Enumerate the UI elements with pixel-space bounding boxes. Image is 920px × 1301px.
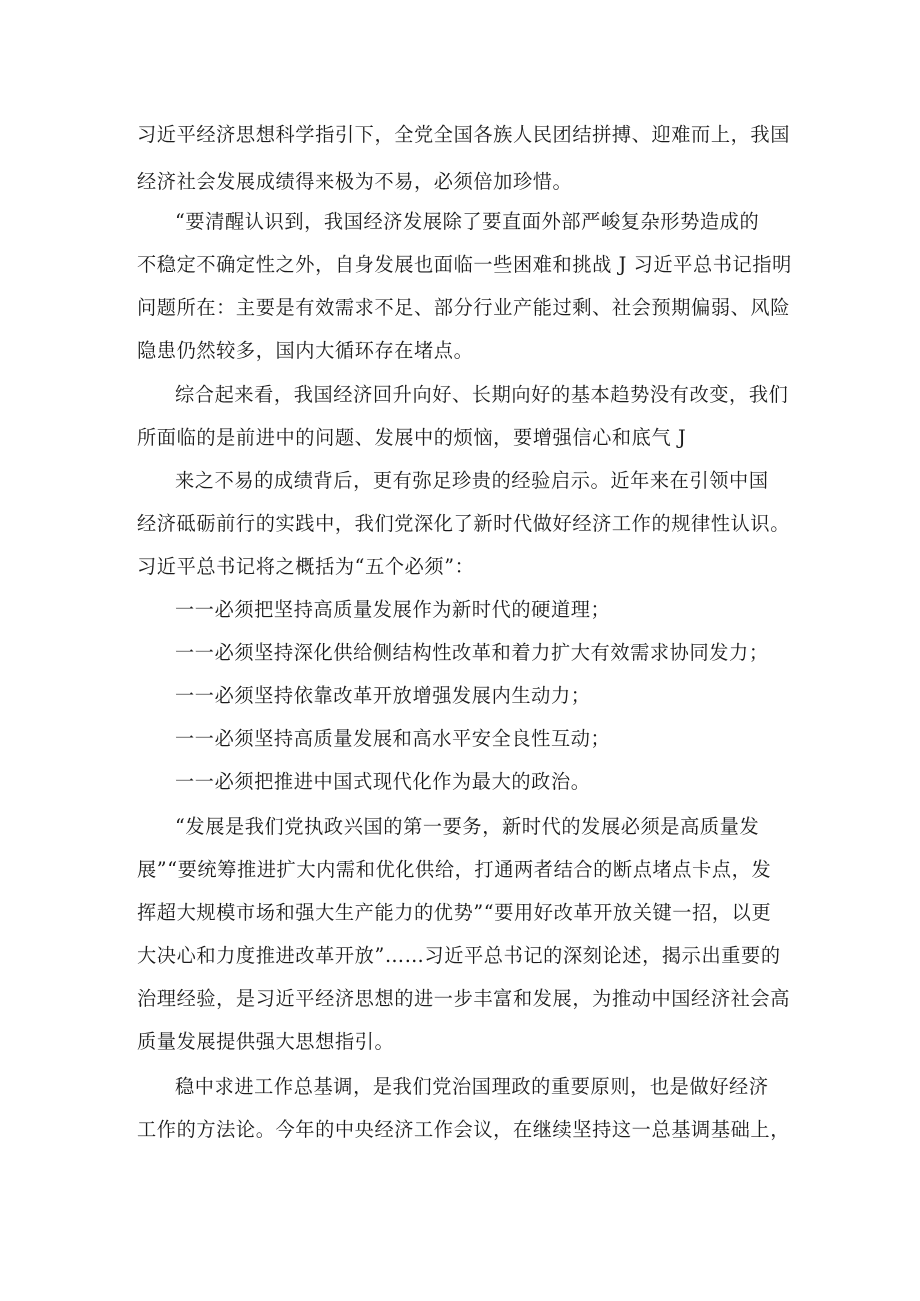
text-line-2: 经济社会发展成绩得来极为不易，必须倍加珍惜。 <box>137 170 573 193</box>
text-line-23: 稳中求进工作总基调，是我们党治国理政的重要原则，也是做好经济 <box>175 1075 769 1098</box>
text-line-3: “要清醒认识到，我国经济发展除了要直面外部严峻复杂形势造成的 <box>175 210 760 233</box>
text-line-6: 隐患仍然较多，国内大循环存在堵点。 <box>137 339 474 362</box>
text-line-9: 来之不易的成绩背后，更有弥足珍贵的经验启示。近年来在引领中国 <box>175 469 769 492</box>
text-line-5: 问题所在：主要是有效需求不足、部分行业产能过剩、社会预期偏弱、风险 <box>137 296 790 319</box>
text-line-19: 挥超大规模市场和强大生产能力的优势”“要用好改革开放关键一招，以更 <box>137 901 772 924</box>
text-line-18: 展”“要统筹推进扩大内需和优化供给，打通两者结合的断点堵点卡点，发 <box>137 858 772 881</box>
text-line-10: 经济砥砺前行的实践中，我们党深化了新时代做好经济工作的规律性认识。 <box>137 512 790 535</box>
list-item-2: 一一必须坚持深化供给侧结构性改革和着力扩大有效需求协同发力； <box>175 641 769 664</box>
text-line-22: 质量发展提供强大思想指引。 <box>137 1030 395 1053</box>
text-line-11: 习近平总书记将之概括为“五个必须”： <box>137 555 475 578</box>
text-line-20: 大决心和力度推进改革开放”……习近平总书记的深刻论述，揭示出重要的 <box>137 944 781 967</box>
text-line-4: 不稳定不确定性之外，自身发展也面临一些困难和挑战 J 习近平总书记指明 <box>137 253 792 276</box>
list-item-1: 一一必须把坚持高质量发展作为新时代的硬道理； <box>175 598 611 621</box>
text-line-1: 习近平经济思想科学指引下，全党全国各族人民团结拼搏、迎难而上，我国 <box>137 123 790 146</box>
list-item-4: 一一必须坚持高质量发展和高水平安全良性互动； <box>175 727 611 750</box>
text-line-24: 工作的方法论。今年的中央经济工作会议，在继续坚持这一总基调基础上， <box>137 1118 790 1141</box>
text-line-17: “发展是我们党执政兴国的第一要务，新时代的发展必须是高质量发 <box>175 815 760 838</box>
text-line-7: 综合起来看，我国经济回升向好、长期向好的基本趋势没有改变，我们 <box>175 383 789 406</box>
list-item-3: 一一必须坚持依靠改革开放增强发展内生动力； <box>175 684 591 707</box>
text-line-21: 治理经验，是习近平经济思想的进一步丰富和发展，为推动中国经济社会高 <box>137 987 790 1010</box>
list-item-5: 一一必须把推进中国式现代化作为最大的政治。 <box>175 770 591 793</box>
text-line-8: 所面临的是前进中的问题、发展中的烦恼，要增强信心和底气 J <box>137 426 687 449</box>
